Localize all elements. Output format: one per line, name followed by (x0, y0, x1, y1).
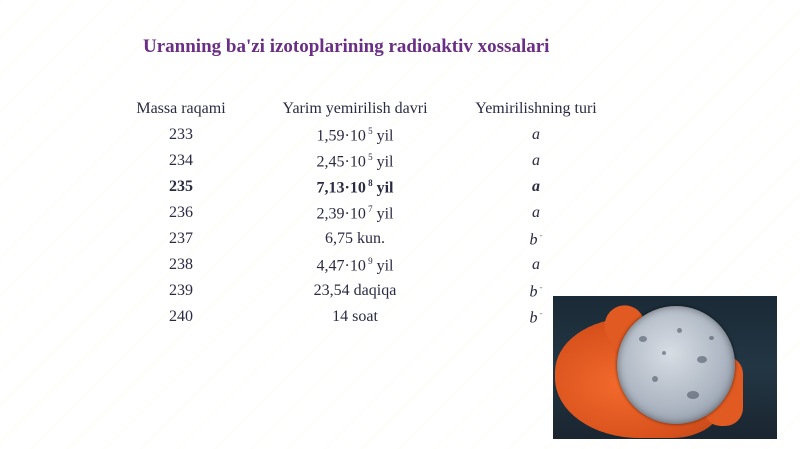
half-life-exponent: 5 (368, 126, 373, 136)
half-life-value: 7,13·10 (316, 179, 366, 197)
decay-type-sign: - (539, 230, 543, 240)
half-life (280, 256, 430, 275)
table-row (100, 256, 620, 282)
decay-type (470, 178, 602, 196)
decay-type-letter: a (532, 204, 540, 221)
half-life (280, 282, 430, 300)
table-row (100, 308, 620, 334)
half-life-exponent: 5 (368, 152, 373, 162)
table-row (100, 178, 620, 204)
half-life-value: 6,75 kun. (325, 230, 385, 247)
half-life-unit: yil (376, 179, 394, 197)
mass-number: 236 (169, 204, 193, 221)
table-header-row (100, 100, 620, 126)
decay-type-letter: a (532, 152, 540, 169)
half-life-value: 2,45·10 (316, 153, 366, 171)
mass-number: 235 (169, 178, 193, 195)
half-life (280, 126, 430, 145)
half-life-value: 23,54 daqiqa (313, 282, 397, 299)
decay-type-letter: b (529, 283, 538, 301)
decay-type-letter: a (532, 178, 540, 195)
decay-type (470, 152, 602, 170)
table-row (100, 204, 620, 230)
decay-type-letter: b (529, 309, 538, 327)
half-life-exponent: 8 (368, 178, 373, 188)
mass-number: 240 (169, 308, 193, 325)
decay-type (470, 126, 602, 144)
half-life-exponent: 9 (368, 256, 373, 266)
half-life (280, 204, 430, 223)
decay-type (470, 256, 602, 274)
decay-type-sign: - (539, 308, 543, 318)
header-halflife: Yarim yemirilish davri (282, 100, 428, 117)
isotope-table (100, 100, 620, 334)
table-row (100, 230, 620, 256)
slide-title: Uranning ba'zi izotoplarining radioaktiv xossalari (143, 36, 550, 57)
half-life-exponent: 7 (368, 204, 373, 214)
mass-number: 239 (169, 282, 193, 299)
half-life-value: 1,59·10 (316, 127, 366, 145)
decay-type-letter: b (529, 231, 538, 249)
half-life-unit: yil (376, 205, 394, 223)
header-decay-type: Yemirilishning turi (475, 100, 597, 117)
half-life-value: 4,47·10 (316, 257, 366, 275)
decay-type-sign: - (539, 282, 543, 292)
table-row (100, 152, 620, 178)
half-life-unit: yil (376, 153, 394, 171)
decay-type (470, 204, 602, 222)
half-life-unit: yil (376, 127, 394, 145)
mass-number: 238 (169, 256, 193, 273)
half-life (280, 178, 430, 197)
half-life-unit: yil (376, 257, 394, 275)
decay-type (470, 230, 602, 249)
uranium-disc (617, 306, 735, 424)
table-row (100, 282, 620, 308)
half-life (280, 152, 430, 171)
half-life (280, 308, 430, 326)
half-life (280, 230, 430, 248)
mass-number: 234 (169, 152, 193, 169)
half-life-value: 2,39·10 (316, 205, 366, 223)
decay-type-letter: a (532, 256, 540, 273)
decay-type-letter: a (532, 126, 540, 143)
half-life-value: 14 soat (332, 308, 378, 325)
mass-number: 233 (169, 126, 193, 143)
table-row (100, 126, 620, 152)
uranium-disc-photo (553, 296, 777, 439)
mass-number: 237 (169, 230, 193, 247)
header-mass: Massa raqami (136, 100, 226, 117)
